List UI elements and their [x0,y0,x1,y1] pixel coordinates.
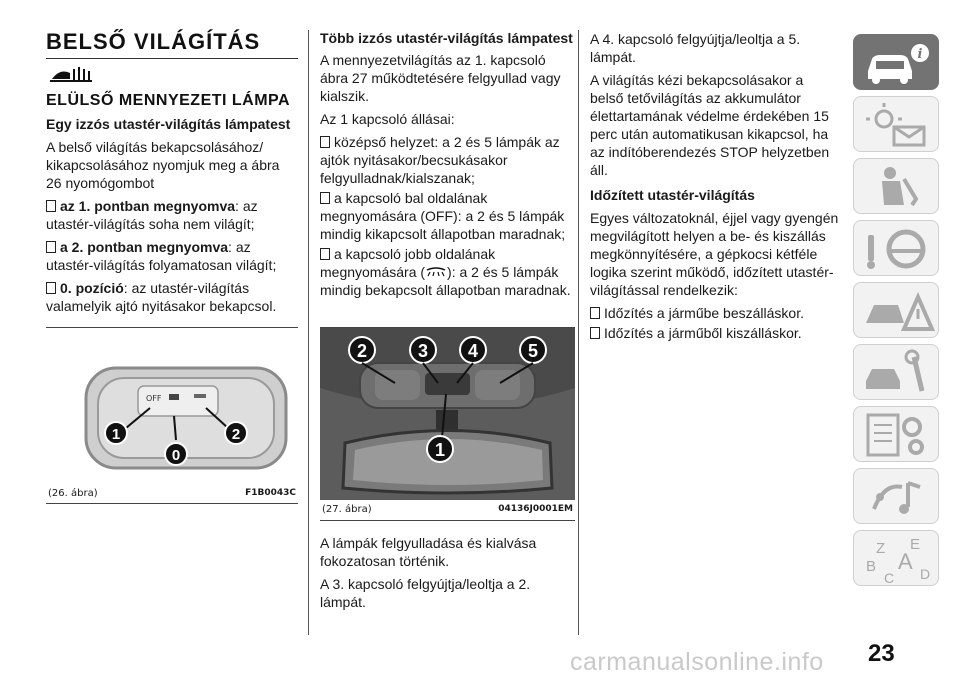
index-letter: B [866,558,877,575]
figure-caption: (27. ábra) [322,504,372,515]
paragraph: A 4. kapcsoló felgyújtja/leoltja a 5. lámpát. [590,31,801,65]
checkbox-icon [46,200,56,212]
section-heading: Időzített utastér-világítás [590,187,755,203]
column-2 [320,30,575,304]
paragraph: Az 1 kapcsoló állásai: [320,111,455,127]
off-label: OFF [146,394,162,403]
paragraph: Egyes változatoknál, éjjel vagy gyengén megvilágított helyen a be- és kiszállás megkönnyítésére, a gépkocsi kétféle logika szerint működő, időzített utastér-világítással rendelkezik: [590,210,839,298]
callout-2: 2 [356,341,368,361]
tab-car-info[interactable] [853,34,939,90]
page-number: 23 [868,640,895,667]
paragraph: A mennyezetvilágítás az 1. kapcsoló ábra 27 működtetésére felgyullad vagy kialszik. [320,52,561,104]
checkbox-icon [46,241,56,253]
callout-1: 1 [111,426,121,443]
figure-27 [320,327,575,521]
list-item: a kapcsoló bal oldalának megnyomására (OFF): a 2 és 5 lámpák mindig kikapcsolt állapotban maradnak; [320,190,566,242]
callout-3: 3 [417,341,429,361]
callout-1: 1 [434,440,446,460]
svg-text:i: i [917,47,923,62]
maintenance-icon [854,345,940,401]
figure-code: F1B0043C [245,488,296,498]
list-item: 0. pozíció: az utastér-világítás valamelyik ajtó nyitásakor bekapcsol. [46,280,277,314]
tab-driving[interactable] [853,220,939,276]
subtitle: ELÜLSŐ MENNYEZETI LÁMPA [46,92,291,109]
tab-multimedia[interactable] [853,468,939,524]
column-1 [46,30,298,320]
tab-emergency[interactable] [853,282,939,338]
list-item: a kapcsoló jobb oldalának megnyomására ( ): a 2 és 5 lámpák mindig bekapcsolt állapotban maradnak. [320,246,571,298]
tab-index[interactable] [853,530,939,586]
multimedia-icon [854,469,940,525]
roof-console-illustration [320,328,575,500]
title-rule [46,58,298,59]
page-title: BELSŐ VILÁGÍTÁS [46,29,261,54]
car-info-icon [854,35,940,91]
list-item: az 1. pontban megnyomva: az utastér-világítás soha nem világít; [46,198,258,232]
index-letter: C [884,570,895,586]
interior-light-icon [46,65,298,87]
tab-safety[interactable] [853,158,939,214]
section-heading: Egy izzós utastér-világítás lámpatest [46,116,291,132]
paragraph: A lámpák felgyulladása és kialvása fokozatosan történik. [320,535,537,569]
technical-data-icon [854,407,940,463]
index-letter: Z [876,540,886,557]
column-divider [578,30,579,635]
figure-code: 04136J0001EM [498,504,573,514]
figure-26 [46,327,298,504]
section-heading: Több izzós utastér-világítás lámpatest [320,30,573,46]
checkbox-icon [320,136,330,148]
warning-lights-icon [854,97,940,153]
checkbox-icon [320,192,330,204]
checkbox-icon [590,307,600,319]
checkbox-icon [320,248,330,260]
callout-5: 5 [527,341,539,361]
index-letter: A [898,549,913,574]
checkbox-icon [46,282,56,294]
driving-icon [854,221,940,277]
watermark: carmanualsonline.info [570,648,824,676]
emergency-icon [854,283,940,339]
column-divider [308,30,309,635]
paragraph: A világítás kézi bekapcsolásakor a belső tetővilágítás az akkumulátor élettartamának védelme érdekében 15 perc után automatikusan kikapcsol, ha az indítóberendezés STOP helyzetben áll. [590,72,830,178]
index-letter: D [920,566,931,582]
index-letter: E [910,536,921,553]
list-item: Időzítés a járműből kiszálláskor. [590,324,840,342]
tab-warning-lights[interactable] [853,96,939,152]
index-icon [854,531,940,587]
figure-caption: (26. ábra) [48,488,98,499]
callout-4: 4 [467,341,479,361]
column-2-lower [320,534,575,616]
tab-maintenance[interactable] [853,344,939,400]
safety-icon [854,159,940,215]
tab-technical-data[interactable] [853,406,939,462]
paragraph: A 3. kapcsoló felgyújtja/leoltja a 2. lámpát. [320,576,531,610]
column-3 [590,30,840,347]
lamp-on-icon [425,264,447,280]
list-item: a 2. pontban megnyomva: az utastér-világítás folyamatosan világít; [46,239,277,273]
list-item: középső helyzet: a 2 és 5 lámpák az ajtók nyitásakor/becsukásakor felgyulladnak/kialszanak; [320,134,560,186]
intro-text: A belső világítás bekapcsolásához/ kikapcsolásához nyomjuk meg a ábra 26 nyomógombot [46,139,280,191]
checkbox-icon [590,327,600,339]
list-item: Időzítés a járműbe beszálláskor. [590,304,840,322]
ceiling-lamp-illustration [46,328,298,486]
callout-2: 2 [231,426,241,443]
callout-0: 0 [171,447,181,464]
